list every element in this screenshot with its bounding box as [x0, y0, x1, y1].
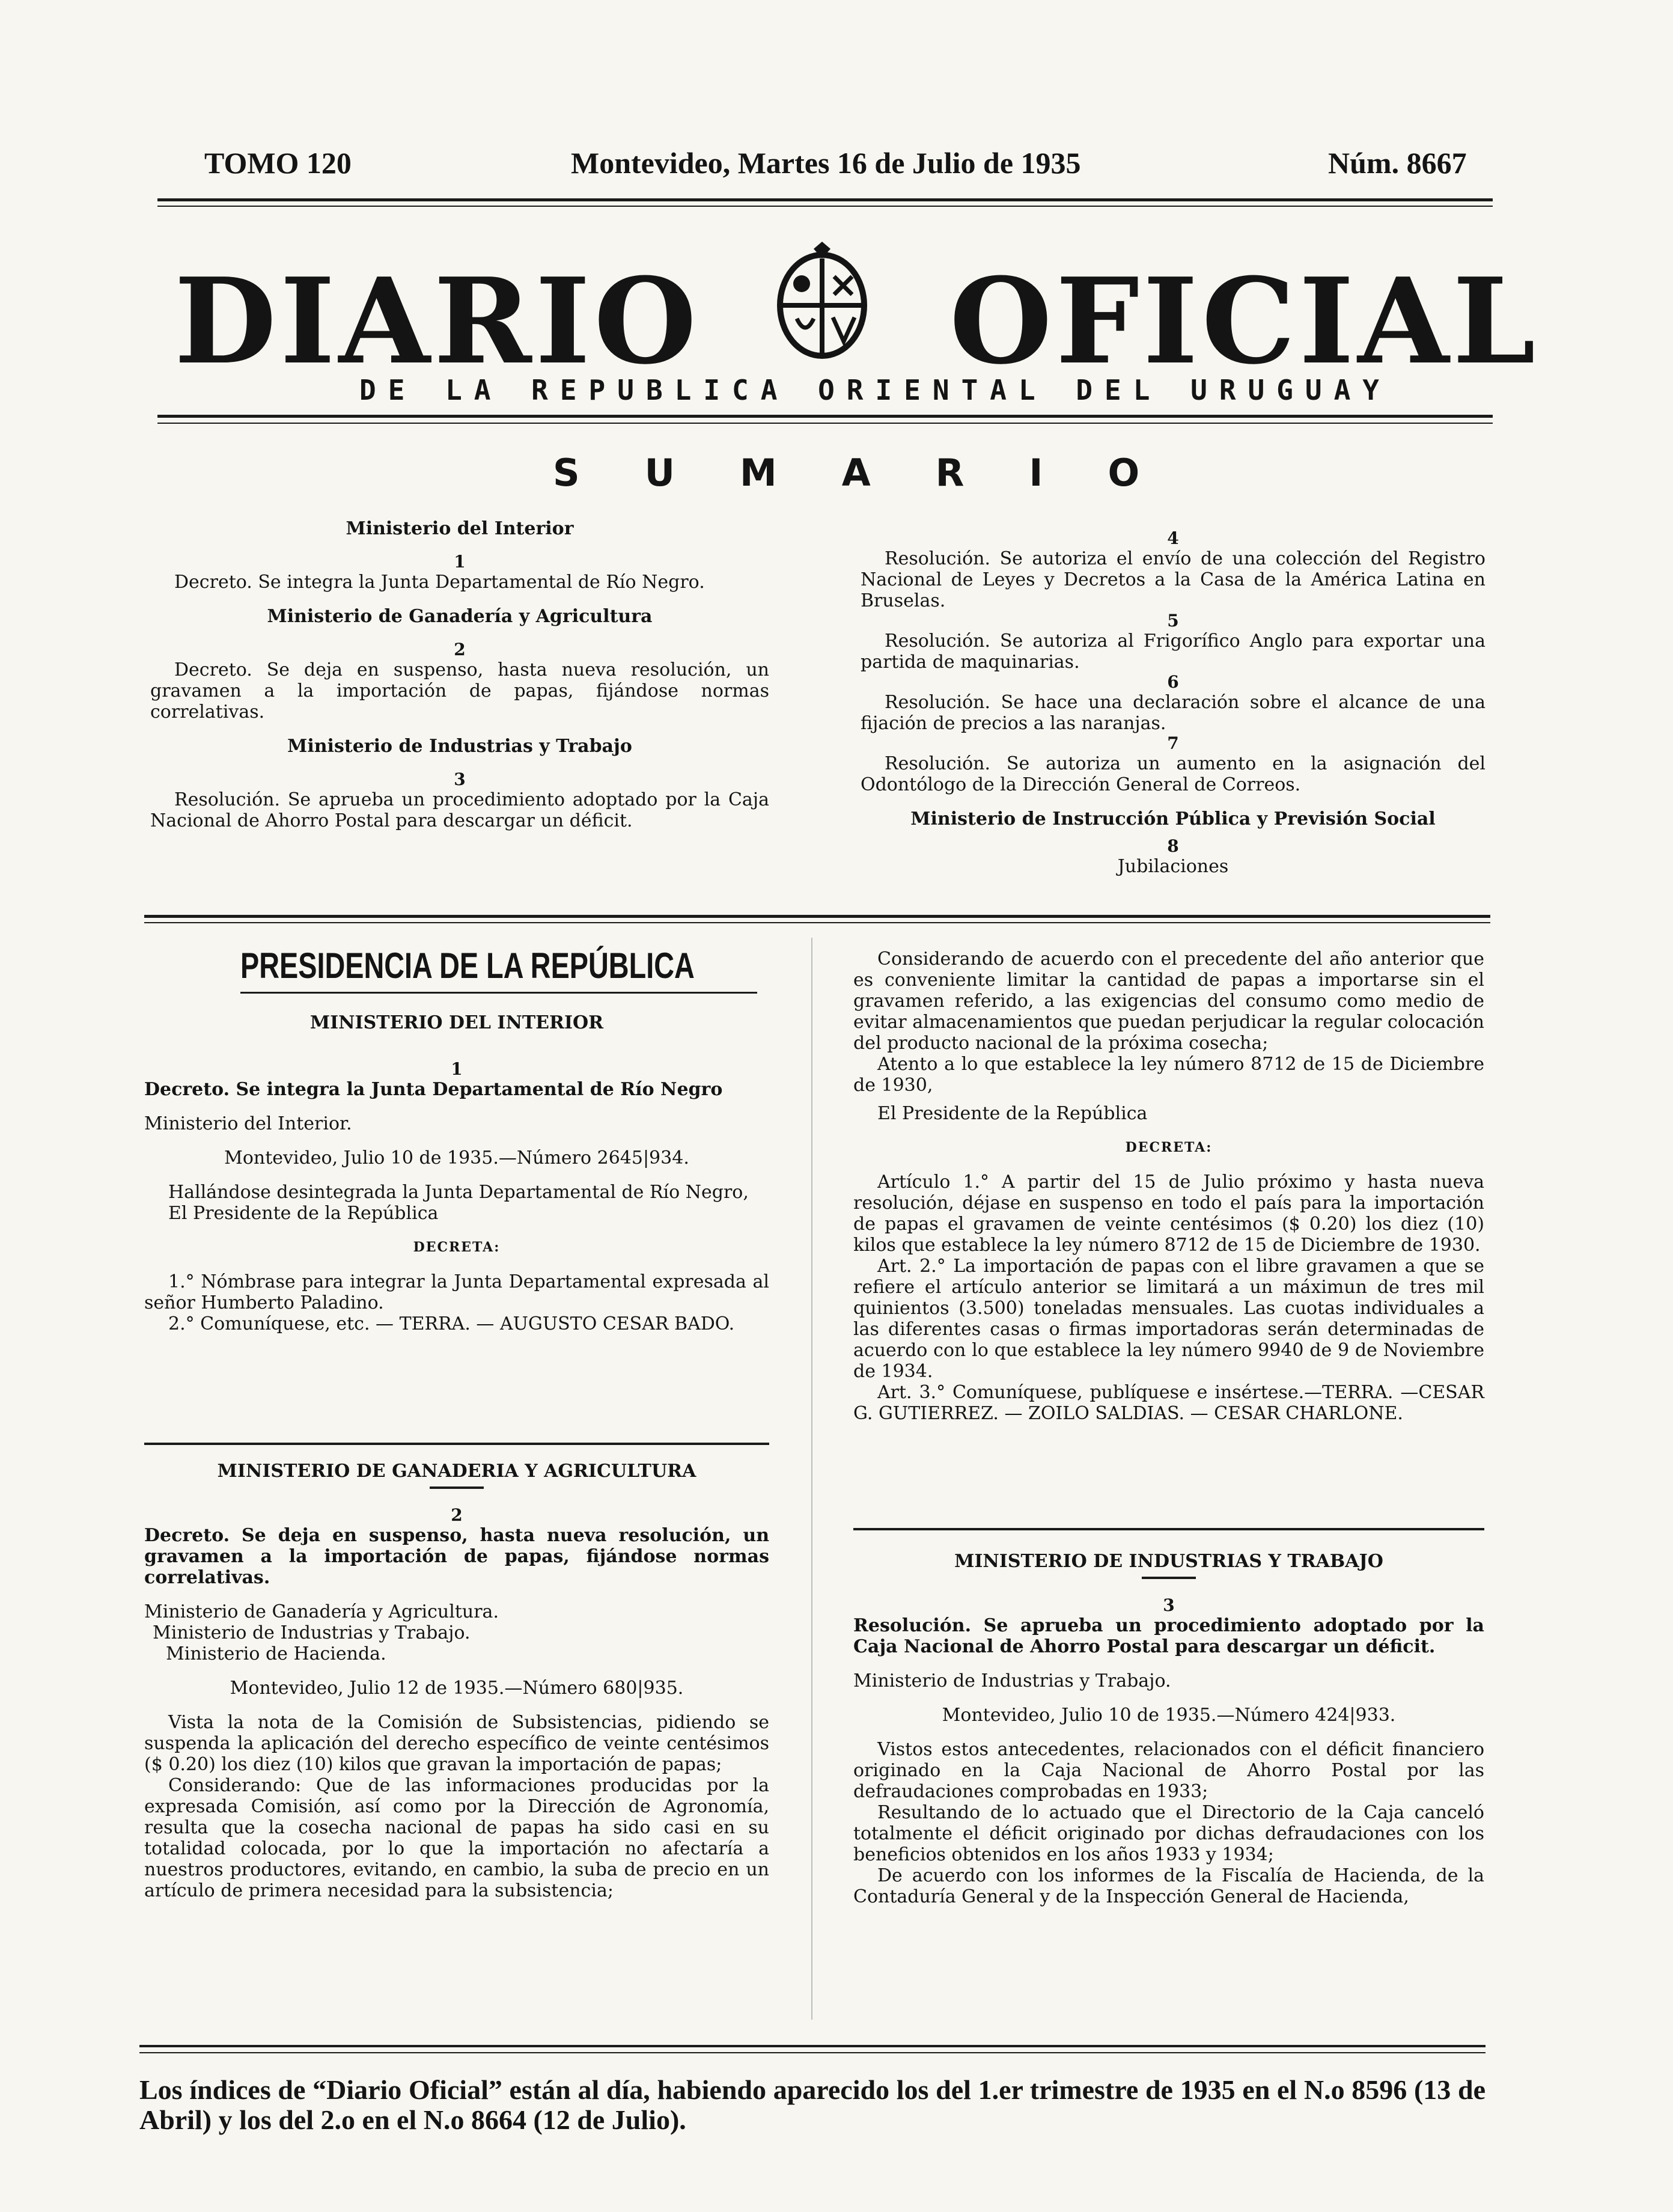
decree-title: Resolución. Se aprueba un procedimiento adoptado por la Caja Nacional de Ahorro Postal para descargar un déficit.: [853, 1615, 1484, 1657]
ministry-heading: MINISTERIO DE GANADERIA Y AGRICULTURA: [217, 1461, 696, 1482]
sumario-title: SUMARIO: [553, 451, 1205, 495]
sumario-item: Resolución. Se autoriza el envío de una colección del Registro Nacional de Leyes y Decretos a la Casa de la América Latina en Bruselas.: [861, 548, 1486, 611]
header-rule: [157, 198, 1493, 201]
decree-ministry: Ministerio de Industrias y Trabajo.: [853, 1670, 1171, 1691]
issue-date: Montevideo, Martes 16 de Julio de 1935: [571, 146, 1081, 180]
sumario-ministry: Ministerio de Industrias y Trabajo: [287, 736, 632, 757]
decree-ministry: Ministerio de Industrias y Trabajo.: [153, 1622, 471, 1643]
masthead-left-word: DIARIO: [174, 252, 701, 391]
sumario-ministry: Ministerio de Instrucción Pública y Previsión Social: [910, 808, 1436, 830]
decree-paragraph: De acuerdo con los informes de la Fiscalía de Hacienda, de la Contaduría General y de la Inspección General de Hacienda,: [853, 1865, 1484, 1907]
sumario-item-number: 4: [1167, 528, 1179, 548]
sumario-item: Resolución. Se autoriza al Frigorífico Anglo para exportar una partida de maquinarias.: [861, 631, 1486, 673]
section-title-rule: [240, 992, 757, 994]
masthead-rule: [157, 415, 1493, 418]
section-title: [240, 945, 823, 986]
coat-of-arms-icon: [762, 240, 882, 361]
decree-title: Decreto. Se deja en suspenso, hasta nueva resolución, un gravamen a la importación de papas, fijándose normas correlativas.: [144, 1525, 769, 1588]
body-left-column-2: [144, 1461, 769, 1901]
body-right-column-2: [853, 1551, 1484, 1907]
decree-paragraph: El Presidente de la República: [877, 1103, 1148, 1124]
body-right-column: [853, 949, 1484, 1424]
body-left-column: [144, 1012, 769, 1334]
decree-number: 3: [1163, 1595, 1175, 1615]
decree-article: Art. 3.° Comuníquese, publíquese e insértese.—TERRA. —CESAR G. GUTIERREZ. — ZOILO SALDIAS. — CESAR CHARLONE.: [853, 1382, 1484, 1424]
sumario-item: Decreto. Se deja en suspenso, hasta nueva resolución, un gravamen a la importación de papas, fijándose normas correlativas.: [150, 659, 769, 723]
decree-paragraph: Hallándose desintegrada la Junta Departamental de Río Negro,: [168, 1182, 749, 1203]
decree-article: Artículo 1.° A partir del 15 de Julio próximo y hasta nueva resolución, déjase en suspenso en todo el país para la importación de papas el gravamen de veinte centésimos ($ 0.20) los diez (10) kilos que establece la ley número 8712 de 15 de Diciembre de 1930.: [853, 1172, 1484, 1256]
tomo-label: TOMO 120: [204, 146, 352, 180]
sumario-item: Resolución. Se aprueba un procedimiento adoptado por la Caja Nacional de Ahorro Postal para descargar un déficit.: [150, 789, 769, 831]
masthead-right: [949, 252, 1539, 391]
sumario-item: Jubilaciones: [1117, 856, 1229, 877]
sumario-rule: [144, 915, 1490, 918]
decree-paragraph: Atento a lo que establece la ley número 8712 de 15 de Diciembre de 1930,: [853, 1054, 1484, 1096]
masthead-right-word: OFICIAL: [949, 252, 1540, 391]
decree-ministry: Ministerio de Ganadería y Agricultura.: [144, 1601, 499, 1622]
sumario-ministry: Ministerio del Interior: [346, 518, 574, 539]
decree-date: Montevideo, Julio 12 de 1935.—Número 680|935.: [230, 1678, 684, 1699]
masthead-rule-thin: [157, 423, 1493, 424]
sumario-item-number: 3: [454, 769, 466, 789]
presidencia-heading: PRESIDENCIA DE LA REPÚBLICA: [240, 946, 695, 986]
decree-paragraph: Resultando de lo actuado que el Directorio de la Caja canceló totalmente el déficit originado por dichas defraudaciones con los beneficios obtenidos en los años 1933 y 1934;: [853, 1802, 1484, 1865]
decree-ministry: Ministerio de Hacienda.: [166, 1643, 386, 1664]
footer-note: Los índices de “Diario Oficial” están al día, habiendo aparecido los del 1.er trimestre de 1935 en el N.o 8596 (13 de Abril) y los del 2.o en el N.o 8664 (12 de Julio).: [139, 2074, 1486, 2135]
sumario-item: Decreto. Se integra la Junta Departamental de Río Negro.: [174, 572, 705, 593]
column-rule: [144, 1443, 769, 1445]
sumario-item: Resolución. Se autoriza un aumento en la asignación del Odontólogo de la Dirección General de Correos.: [861, 753, 1486, 795]
sumario-right-column: [861, 529, 1486, 877]
issue-number: Núm. 8667: [1328, 146, 1467, 180]
sumario-left-column: [150, 518, 769, 831]
sumario-ministry: Ministerio de Ganadería y Agricultura: [267, 606, 653, 627]
sumario-rule-thin: [144, 922, 1490, 923]
column-divider: [811, 938, 812, 2020]
decree-article: 1.° Nómbrase para integrar la Junta Departamental expresada al señor Humberto Paladino.: [144, 1271, 769, 1313]
sumario-item-number: 8: [1167, 836, 1179, 856]
sumario-item-number: 2: [454, 640, 466, 659]
masthead-subtitle: DE LA REPUBLICA ORIENTAL DEL URUGUAY: [359, 374, 1391, 406]
decree-paragraph: Considerando de acuerdo con el precedente del año anterior que es conveniente limitar la cantidad de papas a importarse sin el gravamen referido, a las exigencias del consumo como medio de evitar almacenamientos que puedan perjudicar la regular colocación del producto nacional de la próxima cosecha;: [853, 949, 1484, 1054]
decreta-label: DECRETA:: [413, 1239, 501, 1255]
sumario-item-number: 1: [454, 552, 466, 572]
decree-paragraph: Vistos estos antecedentes, relacionados con el déficit financiero originado en la Caja Nacional de Ahorro Postal por las defraudaciones comprobadas en 1933;: [853, 1739, 1484, 1802]
ministry-heading: MINISTERIO DEL INTERIOR: [309, 1012, 604, 1033]
decree-date: Montevideo, Julio 10 de 1935.—Número 2645|934.: [224, 1147, 689, 1169]
decree-date: Montevideo, Julio 10 de 1935.—Número 424|933.: [942, 1705, 1396, 1726]
decreta-label: DECRETA:: [1125, 1140, 1213, 1155]
decree-number: 2: [451, 1505, 463, 1525]
sumario-item-number: 5: [1167, 611, 1179, 631]
footer-rule: [139, 2045, 1486, 2047]
decree-article: 2.° Comuníquese, etc. — TERRA. — AUGUSTO CESAR BADO.: [168, 1313, 735, 1334]
footer-rule-thin: [139, 2052, 1486, 2053]
decree-paragraph: Considerando: Que de las informaciones producidas por la expresada Comisión, así como por la Dirección de Agronomía, resulta que la cosecha nacional de papas ha sido casi en su totalidad colocada, por lo que la importación no afectaría a nuestros productores, evitando, en cambio, la suba de precio en un artículo de primera necesidad para la subsistencia;: [144, 1775, 769, 1901]
decree-paragraph: El Presidente de la República: [168, 1203, 439, 1224]
ministry-heading: MINISTERIO DE INDUSTRIAS Y TRABAJO: [954, 1551, 1383, 1572]
header-rule-thin: [157, 206, 1493, 207]
decree-article: Art. 2.° La importación de papas con el libre gravamen a que se refiere el artículo anterior se limitará a un máximun de tres mil quinientos (3.500) toneladas mensuales. Las cuotas individuales a las diferentes casas o firmas importadoras serán determinadas de acuerdo con lo que establece la ley número 9940 de 9 de Noviembre de 1934.: [853, 1256, 1484, 1382]
sumario-item: Resolución. Se hace una declaración sobre el alcance de una fijación de precios a las naranjas.: [861, 692, 1486, 734]
sumario-item-number: 7: [1167, 733, 1179, 753]
decree-title: Decreto. Se integra la Junta Departamental de Río Negro: [144, 1079, 723, 1100]
decree-number: 1: [451, 1059, 463, 1079]
decree-ministry: Ministerio del Interior.: [144, 1113, 352, 1134]
decree-paragraph: Vista la nota de la Comisión de Subsistencias, pidiendo se suspenda la aplicación del derecho específico de veinte centésimos ($ 0.20) los diez (10) kilos que gravan la importación de papas;: [144, 1712, 769, 1775]
sumario-item-number: 6: [1167, 672, 1179, 692]
column-rule: [853, 1528, 1484, 1530]
